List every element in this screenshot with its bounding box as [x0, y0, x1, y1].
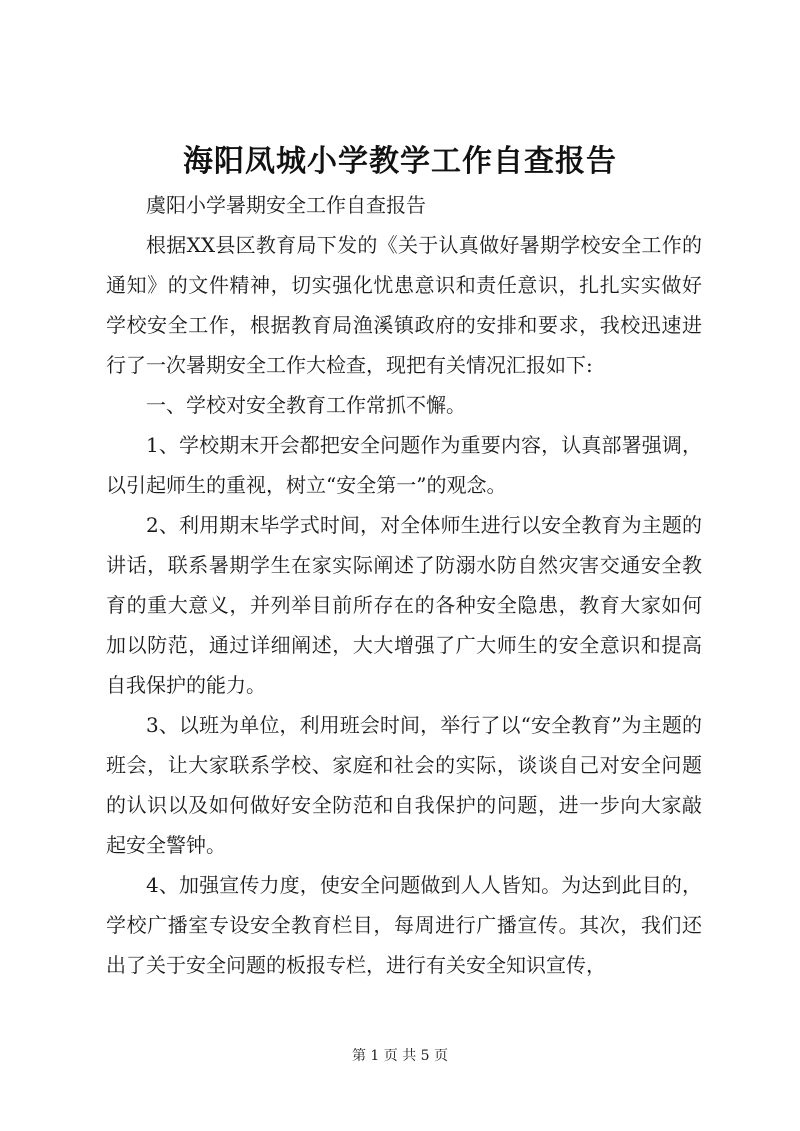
paragraph-subtitle: 虞阳小学暑期安全工作自查报告: [146, 193, 426, 217]
page-number-footer: 第 1 页 共 5 页: [351, 1048, 449, 1064]
paragraph-intro: 根据XX县区教育局下发的《关于认真做好暑期学校安全工作的通知》的文件精神，切实强化忧患意识和责任意识，扎扎实实做好学校安全工作，根据教育局渔溪镇政府的安排和要求，我校迅速进行了一次暑期安全工作大检查，现把有关情况汇报如下:: [106, 233, 702, 377]
paragraph-section-heading: 一、学校对安全教育工作常抓不懈。: [146, 393, 466, 417]
document-title: 海阳凤城小学教学工作自查报告: [183, 144, 617, 179]
paragraph-item-4: 4、加强宣传力度，使安全问题做到人人皆知。为达到此目的，学校广播室专设安全教育栏目，每周进行广播宣传。其次，我们还出了关于安全问题的板报专栏，进行有关安全知识宣传，: [106, 873, 702, 977]
paragraph-item-1: 1、学校期末开会都把安全问题作为重要内容，认真部署强调，以引起师生的重视，树立“安全第一”的观念。: [106, 433, 702, 497]
paragraph-item-2: 2、利用期末毕学式时间，对全体师生进行以安全教育为主题的讲话，联系暑期学生在家实际阐述了防溺水防自然灾害交通安全教育的重大意义，并列举目前所存在的各种安全隐患，教育大家如何加以防范，通过详细阐述，大大增强了广大师生的安全意识和提高自我保护的能力。: [106, 513, 702, 697]
document-body: [106, 185, 702, 985]
paragraph-item-3: 3、以班为单位，利用班会时间，举行了以“安全教育”为主题的班会，让大家联系学校、家庭和社会的实际，谈谈自己对安全问题的认识以及如何做好安全防范和自我保护的问题，进一步向大家敲起安全警钟。: [106, 713, 702, 857]
